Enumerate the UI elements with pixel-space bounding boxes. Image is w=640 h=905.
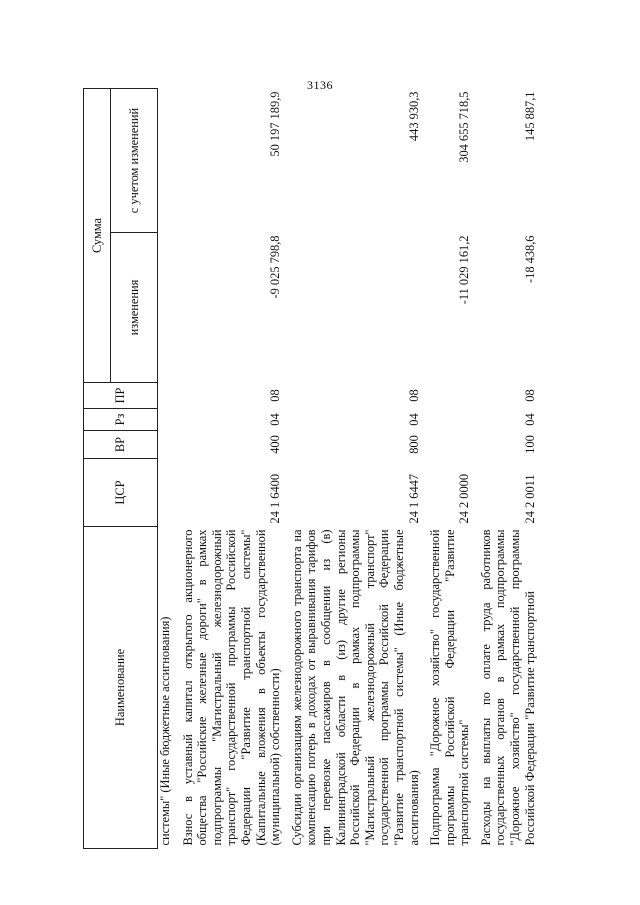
row-csr [158,459,179,527]
row-rz: 04 [268,413,283,426]
row-pr: 08 [522,389,537,402]
row-name: системы" (Иные бюджетные ассигнования) [158,616,172,846]
table-header [84,89,158,849]
row-rz: 04 [522,413,537,426]
row-total: 50 197 189,9 [268,91,283,157]
row-pr: 08 [406,389,421,402]
row-total: 304 655 718,5 [457,91,472,163]
row-changes [158,233,179,383]
row-vr: 800 [406,435,421,454]
row-rz [158,409,179,431]
table-row [288,89,426,849]
row-total [158,89,179,233]
budget-table [83,88,542,849]
row-csr: 24 2 0000 [457,473,472,524]
row-name: Взнос в уставный капитал открытого акционерного общества "Российские железные дороги" в рамках подпрограммы "Магистральный железнодорожный транспорт" государственной программы Российской Федерации "Развитие транспортной системы" (Капитальные вложения в объекты государственной (муниципальной) собственности) [180,529,283,846]
rotated-budget-table-page [83,89,613,849]
row-changes [288,233,426,383]
row-pr [426,383,477,409]
table-row [158,89,179,849]
row-pr: 08 [268,389,283,402]
header-sum: Сумма [84,89,111,383]
table-row [179,89,288,849]
table-body [158,89,543,849]
row-total: 443 930,3 [406,91,421,142]
row-csr: 24 2 0011 [522,474,537,524]
page-number: 3136 [307,78,333,92]
row-csr: 24 1 6400 [268,473,283,524]
table-row [426,89,477,849]
row-rz [426,409,477,431]
row-name: Расходы на выплаты по оплате труда работников государственных органов в рамках подпрограммы "Дорожное хозяйство" государственной программы Российской Федерации "Развитие транспортной [478,529,537,846]
row-csr: 24 1 6447 [406,473,421,524]
header-csr: ЦСР [84,459,158,527]
row-pr [158,383,179,409]
row-changes: -9 025 798,8 [268,235,283,299]
row-vr [426,431,477,459]
row-changes: -18 438,6 [522,235,537,283]
header-rz: Рз [84,409,158,431]
row-vr: 400 [268,435,283,454]
row-vr: 100 [522,435,537,454]
header-pr: ПР [84,383,158,409]
header-with-changes: с учетом изменений [111,89,158,233]
header-changes: изменения [111,233,158,383]
row-changes: -11 029 161,2 [457,235,472,305]
row-name: Субсидии организациям железнодорожного транспорта на компенсацию потерь в доходах от выравнивания тарифов при перевозке пассажиров в сообщении из (в) Калининградской области в (из) другие регионы Российской Федерации в рамках подпрограммы "Магистральный железнодорожный транспорт" государственной программы Российской Федерации "Развитие транспортной системы" (Иные бюджетные ассигнования) [289,529,421,846]
header-name: Наименование [84,527,158,849]
row-rz: 04 [406,413,421,426]
row-name: Подпрограмма "Дорожное хозяйство" государственной программы Российской Федерации "Развитие транспортной системы" [428,529,472,846]
row-total: 145 887,1 [522,91,537,142]
row-vr [158,431,179,459]
table-row [477,89,542,849]
header-vr: ВР [84,431,158,459]
